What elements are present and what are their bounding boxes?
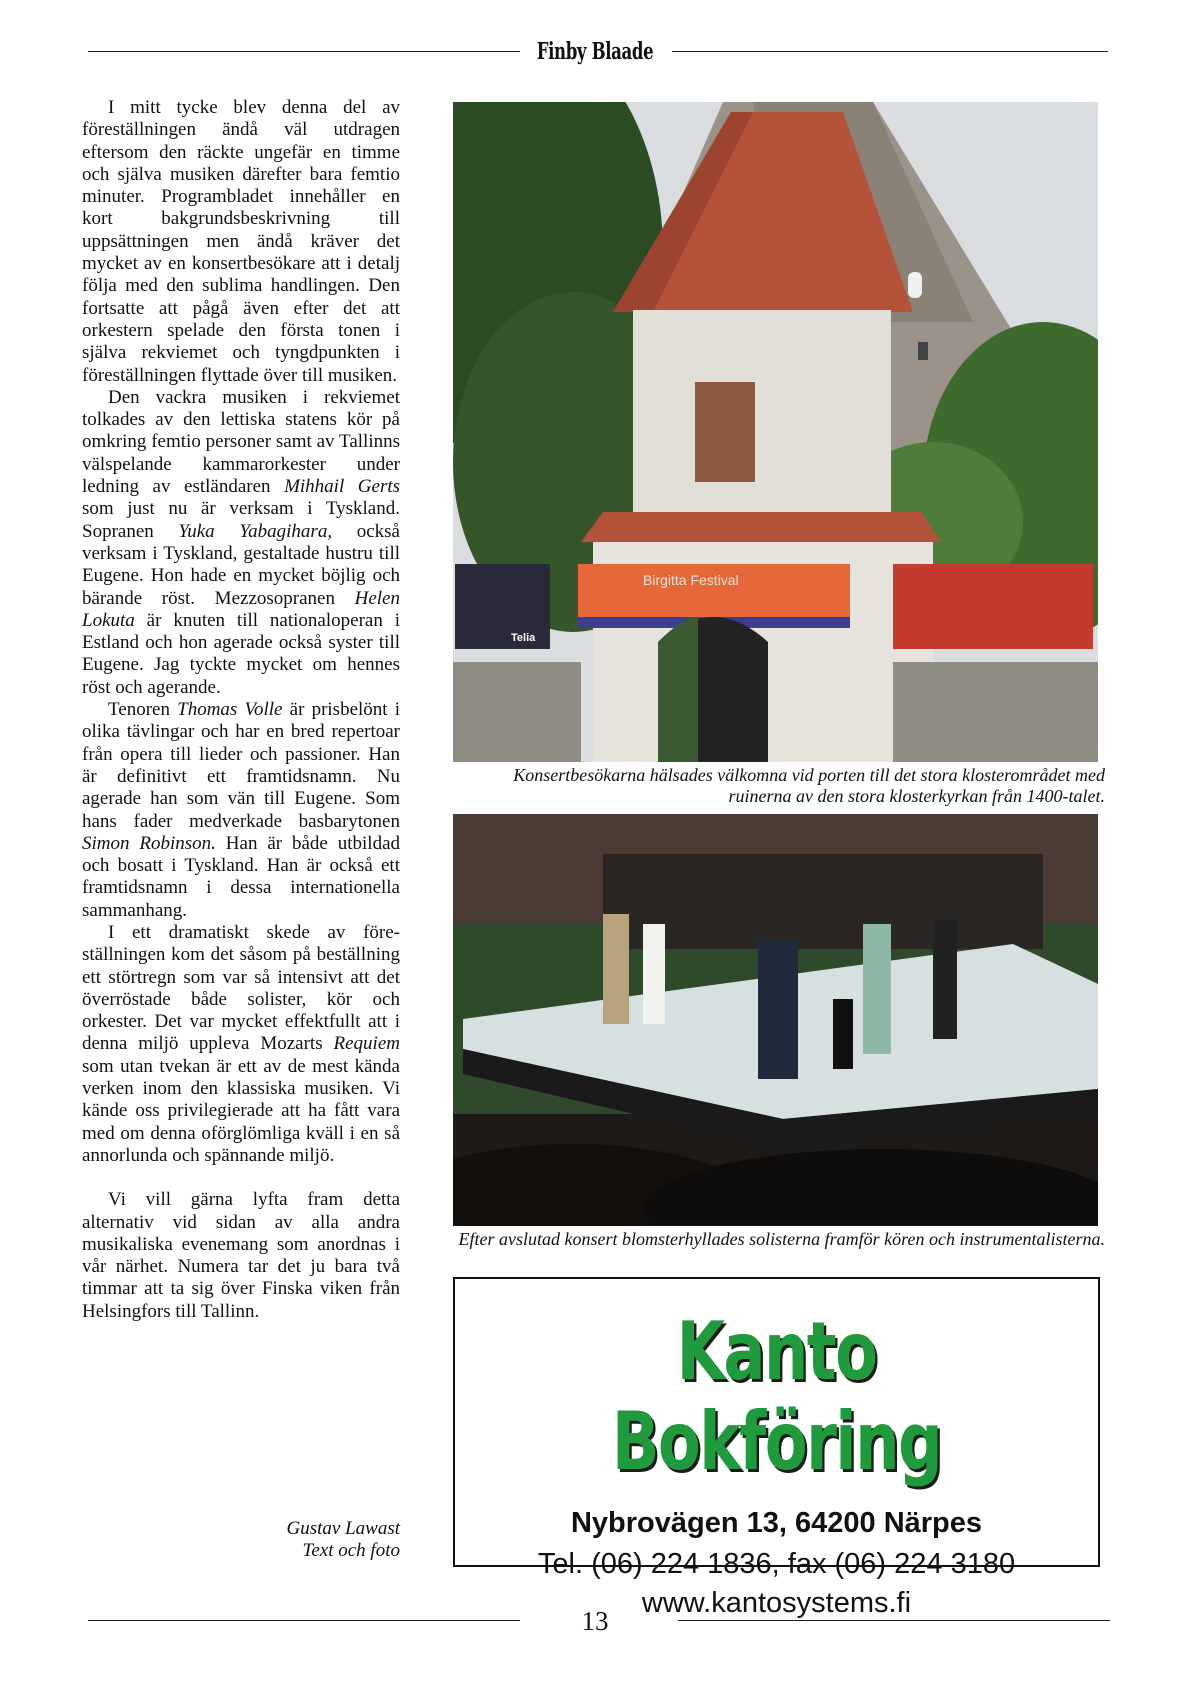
- article-paragraph: I ett dramatiskt skede av föreställningen kom det såsom på beställning ett störtregn som var så intensivt att det överröstade både solister, kör och orkester. Det var mycket effektfullt att i denna miljö uppleva Mozarts Requiem som utan tvekan är ett av de mest kända verken inom den klassiska musiken. Vi kände oss privilegierade att ha fått vara med om denna oförglömliga kväll i en så annorlunda och spännande miljö.: [82, 921, 400, 1166]
- emphasized-name: Yuka Yabagihara,: [178, 520, 333, 542]
- stage-photo: [453, 814, 1098, 1226]
- emphasized-name: Requiem: [333, 1033, 400, 1055]
- gate-photo: [453, 102, 1098, 762]
- gate-photo-caption: Konsertbesökarna hälsades välkomna vid porten till det stora klosterområdet med ruinerna av den stora klosterkyrkan från 1400-talet.: [513, 765, 1105, 806]
- article-paragraph: Den vackra musiken i rekviemet tolkades av den lettiska statens kör på omkring femtio personer samt av Tallinns välspelande kammarorkester under ledning av estländaren Mihhail Gerts som just nu är verksam i Tyskland. Sopranen Yuka Yabagihara, också verksam i Tyskland, gestaltade hustru till Eugene. Hon hade en mycket böjlig och bärande röst. Mezzosopranen Helen Lokuta är knuten till nationaloperan i Estland och hon agerade också syster till Eugene. Jag tyckte mycket om hennes röst och agerande.: [82, 386, 401, 698]
- article-paragraph: Tenoren Thomas Volle är prisbelönt i olika tävlingar och har en bred repertoar från opera till lieder och passioner. Han är definitivt ett framtidsnamn. Nu agerade han som vän till Eugene. Som hans fader medverkade basbarytonen Simon Robinson. Han är både utbildad och bosatt i Tyskland. Han är också ett framtidsnamn i dessa internationella sammanhang.: [82, 699, 400, 921]
- ad-address: Nybrovägen 13, 64200 Närpes: [570, 1507, 983, 1539]
- article-paragraph: Vi vill gärna lyfta fram detta alternativ vid sidan av alla andra musikaliska evenemang som anordnas i vår närhet. Numera tar det ju bara två timmar att ta sig över Finska viken från Helsingfors till Tallinn.: [82, 1189, 400, 1322]
- article-column: [82, 97, 400, 1323]
- emphasized-name: Simon Robinson.: [82, 832, 216, 854]
- kanto-advertisement: [453, 1277, 1100, 1619]
- masthead-title: Finby Blaade: [536, 38, 654, 65]
- article-paragraph: I mitt tycke blev denna del av föreställningen ändå väl utdragen eftersom den räckte ungefär en timme och själva musiken därefter bara femtio minuter. Programbladet innehåller en kort bakgrundsbeskrivning till uppsättningen men ändå kräver det mycket av en konsertbesökare att i detalj följa med den sublima handlingen. Den fortsatte att pågå även efter det att orkestern spelade den första tonen i själva rekviemet och tyngdpunkten i föreställningen flyttade över till musiken.: [82, 97, 400, 386]
- sponsor-logo: Telia: [511, 632, 536, 644]
- emphasized-name: Thomas Volle: [177, 699, 283, 721]
- page-number: 13: [581, 1606, 609, 1636]
- stage-photo-caption: Efter avslutad konsert blomsterhyllades solisterna framför kören och instrumentalisterna.: [458, 1229, 1105, 1249]
- emphasized-name: Mihhail Gerts: [284, 476, 401, 498]
- byline-credit: Text och foto: [302, 1540, 400, 1561]
- festival-banner-text: Birgitta Festival: [643, 572, 739, 588]
- ad-phone: Tel. (06) 224 1836, fax (06) 224 3180: [537, 1548, 1016, 1580]
- byline: [82, 1518, 400, 1562]
- ad-brand-name: Kanto Bokföring: [611, 1305, 942, 1488]
- emphasized-name: Helen Lokuta: [82, 587, 400, 631]
- ad-website: www.kantosystems.fi: [641, 1587, 912, 1619]
- byline-author: Gustav Lawast: [286, 1518, 400, 1539]
